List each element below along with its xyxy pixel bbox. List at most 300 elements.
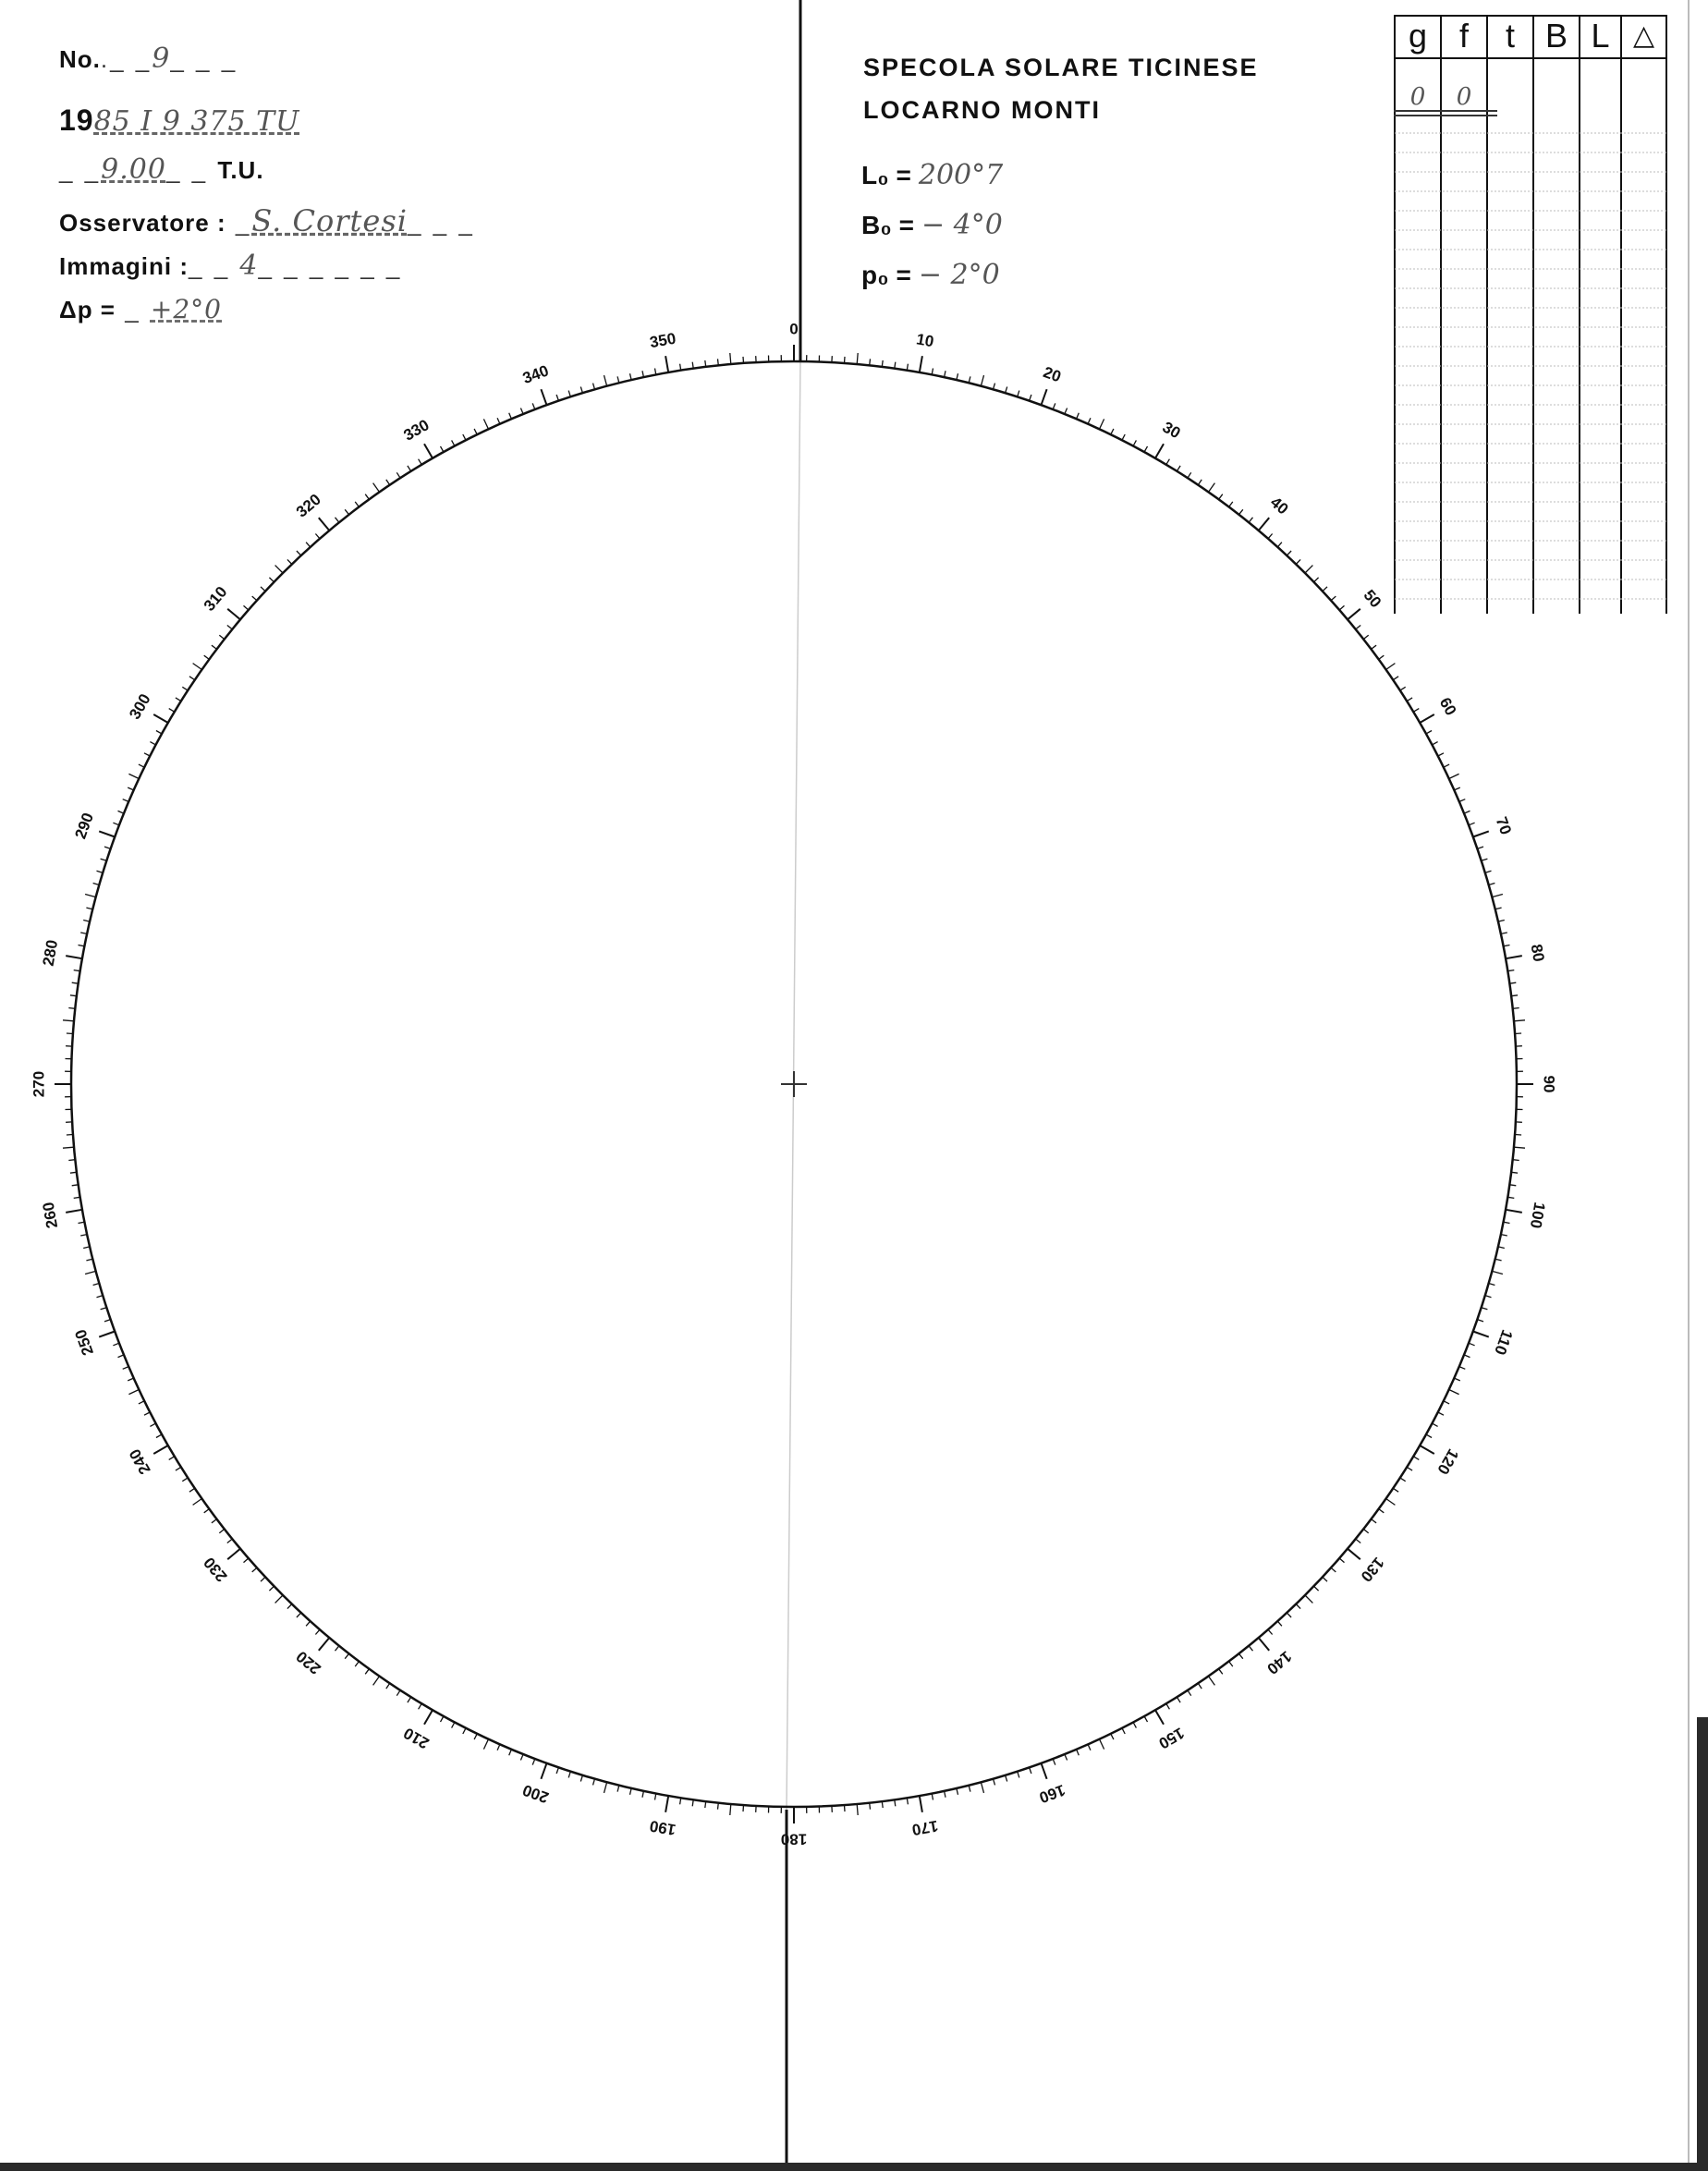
- dial-label-10: 10: [914, 330, 935, 351]
- dial-tick: [70, 1172, 77, 1173]
- dial-tick: [1155, 444, 1164, 458]
- dial-tick: [86, 1259, 92, 1261]
- dial-tick: [63, 1020, 74, 1021]
- dial-tick: [509, 413, 512, 420]
- dial-tick: [104, 1320, 111, 1322]
- dial-tick: [1511, 995, 1518, 996]
- images-value: 4: [239, 250, 259, 282]
- dial-label-190: 190: [648, 1816, 677, 1839]
- dial-tick: [945, 371, 946, 377]
- dial-tick: [483, 1739, 488, 1750]
- dial-tick: [497, 1744, 500, 1750]
- dial-tick: [1495, 908, 1502, 909]
- dial-tick: [128, 787, 133, 790]
- dial-label-290: 290: [71, 810, 98, 842]
- dial-tick: [630, 373, 632, 380]
- dial-tick: [365, 494, 369, 500]
- dial-label-350: 350: [648, 329, 677, 352]
- dial-tick: [365, 1669, 369, 1675]
- dial-tick: [189, 1488, 195, 1492]
- dial-tick: [1249, 518, 1252, 523]
- dial-tick: [355, 502, 359, 507]
- scan-edge-band: [1697, 1717, 1708, 2171]
- dial-tick: [1515, 1033, 1521, 1034]
- dial-tick: [68, 1160, 75, 1161]
- dial-tick: [1088, 418, 1091, 423]
- dial-tick: [287, 1604, 292, 1609]
- dial-tick: [1259, 1638, 1270, 1651]
- dial-tick: [1249, 1646, 1252, 1652]
- dial-tick: [139, 1401, 144, 1404]
- l0-label: L₀ =: [861, 161, 911, 189]
- dial-tick: [396, 472, 400, 478]
- dial-tick: [1492, 1271, 1503, 1274]
- dial-tick: [1042, 1763, 1047, 1779]
- dial-tick: [261, 1577, 265, 1581]
- dial-tick: [1100, 419, 1104, 429]
- dial-tick: [845, 1805, 846, 1811]
- dial-tick: [123, 1367, 129, 1370]
- dial-tick: [1339, 605, 1344, 610]
- dial-tick: [128, 1390, 139, 1395]
- dial-label-250: 250: [71, 1326, 98, 1359]
- dial-tick: [219, 1529, 225, 1532]
- dial-tick: [227, 1539, 233, 1543]
- dial-label-170: 170: [910, 1816, 940, 1839]
- dial-tick: [474, 1734, 477, 1739]
- dial-tick: [1438, 1412, 1444, 1415]
- dial-tick: [118, 1355, 124, 1358]
- dial-tick: [1238, 509, 1242, 515]
- dial-tick: [1464, 811, 1470, 813]
- dial-tick: [275, 1595, 283, 1603]
- dial-tick: [463, 434, 466, 440]
- dial-tick: [1514, 1147, 1525, 1148]
- dial-label-310: 310: [200, 582, 231, 615]
- dial-tick: [176, 1467, 181, 1470]
- dial-tick: [1469, 823, 1475, 825]
- dial-tick: [1144, 446, 1147, 452]
- dial-tick: [1277, 1621, 1282, 1626]
- dial-tick: [1459, 799, 1466, 802]
- dial-tick: [408, 466, 411, 471]
- dial-tick: [1219, 1669, 1223, 1675]
- dial-tick: [212, 1519, 217, 1523]
- dial-tick: [63, 1147, 74, 1148]
- dial-tick: [1323, 587, 1327, 592]
- dial-tick: [642, 371, 643, 377]
- dial-tick: [957, 1788, 958, 1795]
- dial-label-20: 20: [1041, 363, 1064, 386]
- dial-tick: [1314, 1586, 1319, 1591]
- time-row: _ _9.00_ _ T.U.: [59, 153, 264, 186]
- dial-label-220: 220: [292, 1647, 324, 1678]
- dial-tick: [1400, 1478, 1406, 1482]
- dial-tick: [345, 1653, 348, 1659]
- dial-tick: [1339, 1558, 1344, 1563]
- dial-tick: [1100, 1739, 1104, 1750]
- dial-tick: [144, 753, 150, 756]
- dial-tick: [870, 359, 871, 365]
- dial-tick: [193, 664, 202, 670]
- dial-tick: [336, 1646, 339, 1652]
- dial-tick: [1209, 483, 1215, 493]
- dial-tick: [1331, 596, 1336, 601]
- dial-tick: [1495, 1259, 1502, 1261]
- dial-tick: [1155, 1710, 1164, 1725]
- number-value: 9: [152, 43, 171, 75]
- dial-tick: [419, 459, 422, 465]
- dial-tick: [617, 1786, 619, 1792]
- dial-tick: [1506, 956, 1522, 958]
- dial-label-230: 230: [200, 1554, 231, 1586]
- dial-tick: [1198, 480, 1202, 485]
- dial-tick: [1473, 1332, 1489, 1337]
- dial-tick: [306, 1621, 311, 1626]
- dial-tick: [373, 483, 380, 493]
- dial-tick: [452, 440, 455, 445]
- dial-tick: [1229, 1662, 1233, 1667]
- dial-tick: [556, 395, 558, 401]
- dial-tick: [386, 1683, 390, 1689]
- dial-tick: [1386, 664, 1396, 670]
- dial-tick: [1018, 1772, 1019, 1778]
- observer-label: Osservatore :: [59, 209, 226, 237]
- dial-tick: [541, 389, 546, 405]
- dial-tick: [1413, 1457, 1419, 1460]
- dial-tick: [85, 895, 96, 897]
- dial-tick: [244, 1558, 249, 1563]
- dial-tick: [617, 376, 619, 383]
- dial-tick: [1198, 1683, 1202, 1689]
- dial-tick: [319, 518, 330, 531]
- number-label: No.: [59, 45, 101, 73]
- dial-tick: [1454, 787, 1459, 790]
- dial-tick: [1492, 895, 1503, 897]
- dial-tick: [474, 429, 477, 434]
- dial-label-140: 140: [1263, 1647, 1296, 1678]
- dial-tick: [1379, 1509, 1385, 1513]
- dial-label-150: 150: [1155, 1724, 1188, 1752]
- dial-tick: [144, 1412, 150, 1415]
- observer-value: S. Cortesi: [251, 203, 408, 238]
- dial-tick: [730, 1804, 731, 1815]
- dial-tick: [118, 811, 124, 813]
- dial-tick: [1513, 1160, 1519, 1161]
- dial-tick: [336, 518, 339, 523]
- dial-tick: [1166, 459, 1170, 465]
- dial-tick: [1386, 1499, 1396, 1506]
- dial-tick: [541, 1763, 546, 1779]
- dial-tick: [1229, 502, 1233, 507]
- dial-tick: [319, 1638, 330, 1651]
- number-row: No.._ _9_ _ _: [59, 43, 238, 75]
- dial-tick: [1482, 1308, 1488, 1310]
- institution-location: LOCARNO MONTI: [863, 96, 1101, 124]
- dial-tick: [113, 823, 118, 825]
- images-label: Immagini :: [59, 252, 189, 280]
- dial-tick: [1144, 1716, 1147, 1722]
- date-printed-prefix: 19: [59, 104, 94, 137]
- dial-label-260: 260: [39, 1201, 62, 1230]
- dial-tick: [1449, 1390, 1459, 1395]
- dial-label-180: 180: [780, 1830, 808, 1848]
- p0-value: − 2°0: [918, 259, 1000, 291]
- p0-label: p₀ =: [861, 261, 911, 289]
- dial-tick: [1514, 1020, 1525, 1021]
- dial-tick: [1477, 847, 1483, 848]
- dial-tick: [1482, 859, 1488, 860]
- dial-tick: [297, 1613, 301, 1617]
- dial-tick: [1363, 635, 1369, 639]
- dial-tick: [1111, 1734, 1114, 1739]
- dial-tick: [70, 995, 77, 996]
- dial-label-120: 120: [1434, 1445, 1462, 1478]
- dial-tick: [920, 356, 922, 372]
- dial-tick: [269, 1586, 274, 1591]
- observer-row: Osservatore : _S. Cortesi_ _ _: [59, 203, 475, 238]
- dial-tick: [227, 1549, 240, 1560]
- dial-tick: [1219, 494, 1223, 500]
- dial-tick: [1433, 742, 1438, 745]
- dial-tick: [1077, 413, 1080, 420]
- dial-tick: [981, 375, 983, 386]
- dial-tick: [1356, 626, 1361, 629]
- dial-tick: [1400, 687, 1406, 690]
- dial-label-160: 160: [1036, 1780, 1068, 1807]
- dial-tick: [408, 1697, 411, 1702]
- dial-tick: [1363, 1529, 1369, 1532]
- dial-label-320: 320: [292, 490, 324, 521]
- dial-tick: [1238, 1653, 1242, 1659]
- dial-tick: [315, 1629, 320, 1634]
- images-row: Immagini :_ _ 4_ _ _ _ _ _: [59, 250, 403, 282]
- column-header-l: L: [1591, 17, 1610, 55]
- dial-label-130: 130: [1357, 1554, 1388, 1586]
- dial-tick: [1348, 1549, 1360, 1560]
- dial-tick: [520, 409, 523, 414]
- dial-tick: [870, 1803, 871, 1810]
- dial-tick: [1407, 1467, 1412, 1470]
- dial-tick: [169, 709, 175, 713]
- dial-tick: [80, 1235, 87, 1236]
- dial-tick: [1323, 1577, 1327, 1581]
- dial-tick: [1515, 1135, 1521, 1136]
- dial-tick: [957, 373, 958, 380]
- dial-tick: [424, 1710, 433, 1725]
- dial-tick: [1018, 391, 1019, 397]
- dial-tick: [1166, 1703, 1170, 1709]
- dial-tick: [1305, 566, 1312, 573]
- dial-tick: [85, 1271, 96, 1274]
- dial-tick: [1088, 1744, 1091, 1750]
- dial-tick: [261, 587, 265, 592]
- dial-tick: [1209, 1677, 1215, 1686]
- dial-tick: [920, 1796, 922, 1812]
- dial-tick: [419, 1703, 422, 1709]
- dial-tick: [101, 1308, 107, 1310]
- dial-tick: [1133, 1723, 1136, 1728]
- b0-value: − 4°0: [921, 209, 1003, 241]
- dial-tick: [981, 1782, 983, 1793]
- dial-tick: [68, 1008, 75, 1009]
- dial-tick: [1287, 551, 1291, 555]
- dial-tick: [1122, 434, 1125, 440]
- dial-tick: [1053, 1759, 1055, 1765]
- dial-tick: [730, 353, 731, 364]
- dial-tick: [665, 356, 668, 372]
- dial-tick: [1454, 1378, 1459, 1381]
- dial-tick: [1444, 764, 1449, 767]
- dial-tick: [1053, 403, 1055, 409]
- dial-tick: [193, 1499, 202, 1506]
- dial-label-340: 340: [519, 361, 552, 388]
- l0-value: 200°7: [918, 159, 1004, 191]
- dial-label-40: 40: [1266, 493, 1292, 518]
- column-header-g: g: [1408, 17, 1428, 55]
- dial-tick: [227, 626, 233, 629]
- dial-tick: [150, 742, 155, 745]
- dial-tick: [604, 375, 607, 386]
- value-g: 0: [1409, 83, 1426, 111]
- dial-tick: [604, 1782, 607, 1793]
- dial-tick: [66, 1210, 82, 1213]
- dial-tick: [1477, 1320, 1483, 1322]
- dial-tick: [1413, 709, 1419, 713]
- dial-tick: [845, 357, 846, 363]
- column-header-f: f: [1458, 17, 1469, 55]
- dial-label-200: 200: [519, 1780, 552, 1807]
- dial-tick: [1122, 1728, 1125, 1734]
- dial-tick: [123, 799, 129, 802]
- dial-tick: [1420, 714, 1434, 723]
- dial-tick: [1449, 774, 1459, 778]
- dial-tick: [139, 764, 144, 767]
- b0-label: B₀ =: [861, 211, 914, 239]
- dial-tick: [1287, 1613, 1291, 1617]
- dial-tick: [176, 698, 181, 701]
- dial-label-110: 110: [1491, 1327, 1517, 1358]
- column-header-b: B: [1544, 17, 1568, 55]
- dial-tick: [83, 921, 90, 922]
- dial-tick: [945, 1791, 946, 1798]
- dial-tick: [1268, 1629, 1273, 1634]
- dial-label-80: 80: [1527, 943, 1548, 964]
- dial-tick: [86, 908, 92, 909]
- column-header-delta: △: [1632, 20, 1655, 51]
- dial-tick: [1393, 1488, 1398, 1492]
- dial-tick: [66, 956, 82, 958]
- dial-tick: [1393, 677, 1398, 680]
- dial-tick: [1030, 395, 1031, 401]
- dial-tick: [882, 1801, 883, 1808]
- dial-tick: [1438, 753, 1444, 756]
- dial-tick: [1469, 1343, 1475, 1346]
- dial-tick: [345, 509, 348, 515]
- institution-name: SPECOLA SOLARE TICINESE: [863, 54, 1259, 81]
- dial-tick: [1077, 1750, 1080, 1756]
- dial-tick: [99, 1332, 115, 1337]
- dial-tick: [718, 1803, 719, 1810]
- dial-tick: [1259, 518, 1270, 531]
- dial-tick: [386, 480, 390, 485]
- scan-bottom-band: [0, 2163, 1708, 2171]
- delta-p-row: Δp = _ +2°0: [59, 294, 222, 324]
- dial-tick: [705, 1801, 706, 1808]
- dial-tick: [1356, 1539, 1361, 1543]
- dial-tick: [212, 645, 217, 649]
- dial-tick: [1296, 1604, 1300, 1609]
- dial-tick: [642, 1791, 643, 1798]
- dial-tick: [1042, 389, 1047, 405]
- dial-tick: [1065, 409, 1068, 414]
- dial-tick: [743, 357, 744, 363]
- dial-tick: [520, 1754, 523, 1760]
- dial-tick: [1268, 534, 1273, 539]
- dial-tick: [128, 1378, 133, 1381]
- dial-label-240: 240: [126, 1445, 154, 1478]
- sheet-edge-line: [1688, 0, 1690, 2171]
- dial-tick: [509, 1750, 512, 1756]
- dial-tick: [306, 543, 311, 547]
- dial-label-300: 300: [126, 690, 154, 723]
- dial-tick: [244, 605, 249, 610]
- center-cross: [781, 1071, 807, 1097]
- dial-tick: [297, 551, 301, 555]
- dial-tick: [101, 859, 107, 860]
- dial-tick: [128, 774, 139, 778]
- dial-label-70: 70: [1492, 814, 1515, 837]
- dial-tick: [1473, 831, 1489, 836]
- dial-label-280: 280: [39, 938, 62, 968]
- dial-tick: [1348, 609, 1360, 620]
- dial-tick: [104, 847, 111, 848]
- dial-tick: [204, 1509, 210, 1513]
- dial-tick: [568, 1772, 570, 1778]
- dial-tick: [1501, 1235, 1507, 1236]
- dial-label-270: 270: [30, 1070, 48, 1098]
- dial-tick: [204, 655, 210, 659]
- dial-tick: [1188, 472, 1191, 478]
- dial-label-90: 90: [1540, 1075, 1558, 1093]
- dial-label-100: 100: [1526, 1201, 1549, 1230]
- column-header-t: t: [1505, 17, 1515, 55]
- dial-tick: [189, 677, 195, 680]
- dial-tick: [1372, 645, 1377, 649]
- dial-tick: [1133, 440, 1136, 445]
- dial-tick: [424, 444, 433, 458]
- dial-tick: [1506, 1210, 1522, 1213]
- dial-tick: [718, 359, 719, 365]
- dial-tick: [156, 731, 162, 734]
- dial-label-30: 30: [1159, 418, 1184, 443]
- dial-tick: [532, 403, 535, 409]
- dial-tick: [153, 1445, 168, 1454]
- dial-tick: [1331, 1567, 1336, 1572]
- dial-tick: [156, 1434, 162, 1437]
- dial-tick: [497, 418, 500, 423]
- dial-label-0: 0: [789, 320, 799, 338]
- dial-tick: [252, 1567, 257, 1572]
- dial-tick: [969, 376, 970, 383]
- dial-tick: [441, 1716, 444, 1722]
- dial-tick: [1511, 1172, 1518, 1173]
- dial-tick: [1305, 1595, 1312, 1603]
- dial-tick: [463, 1728, 466, 1734]
- dial-tick: [67, 1033, 73, 1034]
- dial-label-330: 330: [400, 416, 433, 445]
- dial-tick: [532, 1759, 535, 1765]
